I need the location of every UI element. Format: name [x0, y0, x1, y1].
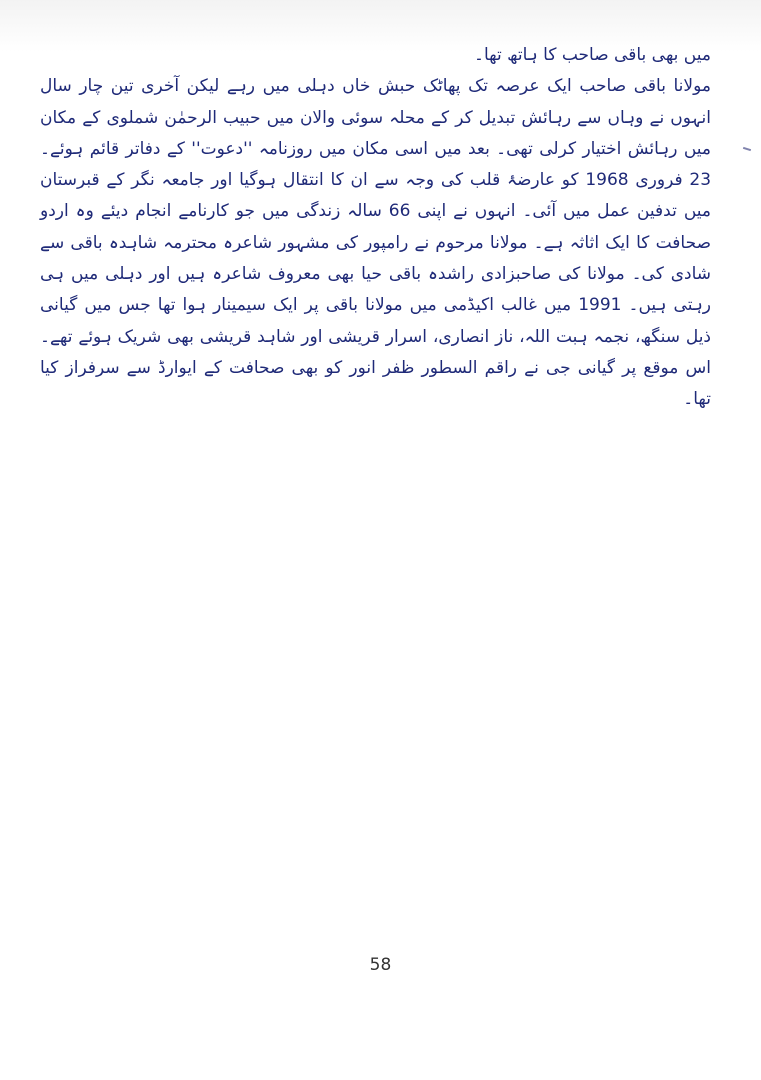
- paragraph-continuation: میں بھی باقی صاحب کا ہاتھ تھا۔: [474, 45, 711, 65]
- paragraph-main: مولانا باقی صاحب ایک عرصہ تک پھاٹک حبش خاں دہلی میں رہے لیکن آخری تین چار سال انہوں نے وہاں سے رہائش تبدیل کر کے محلہ سوئی والان میں حبیب الرحمٰن شملوی کے مکان میں رہائش اختیار کرلی تھی۔ بعد میں اسی مکان میں روزنامہ ''دعوت'' کے دفاتر قائم ہوئے۔ 23 فروری 1968 کو عارضۂ قلب کی وجہ سے ان کا انتقال ہوگیا اور جامعہ نگر کے قبرستان میں تدفین عمل میں آئی۔ انہوں نے اپنی 66 سالہ زندگی میں جو کارنامے انجام دیئے وہ اردو صحافت کا ایک اثاثہ ہے۔ مولانا مرحوم نے رامپور کی مشہور شاعرہ محترمہ شاہدہ باقی سے شادی کی۔ مولانا کی صاحبزادی راشدہ باقی حیا بھی معروف شاعرہ ہیں اور دہلی میں ہی رہتی ہیں۔ 1991 میں غالب اکیڈمی میں مولانا باقی پر ایک سیمینار ہوا تھا جس میں گیانی ذیل سنگھ، نجمہ ہبت اللہ، ناز انصاری، اسرار قریشی اور شاہد قریشی بھی شریک ہوئے تھے۔ اس موقع پر گیانی جی نے راقم السطور ظفر انور کو بھی صحافت کے ایوارڈ سے سرفراز کیا تھا۔: [40, 76, 712, 410]
- page-number: 58: [369, 955, 392, 975]
- scan-stray-mark: [743, 147, 751, 151]
- page-body: [40, 40, 711, 416]
